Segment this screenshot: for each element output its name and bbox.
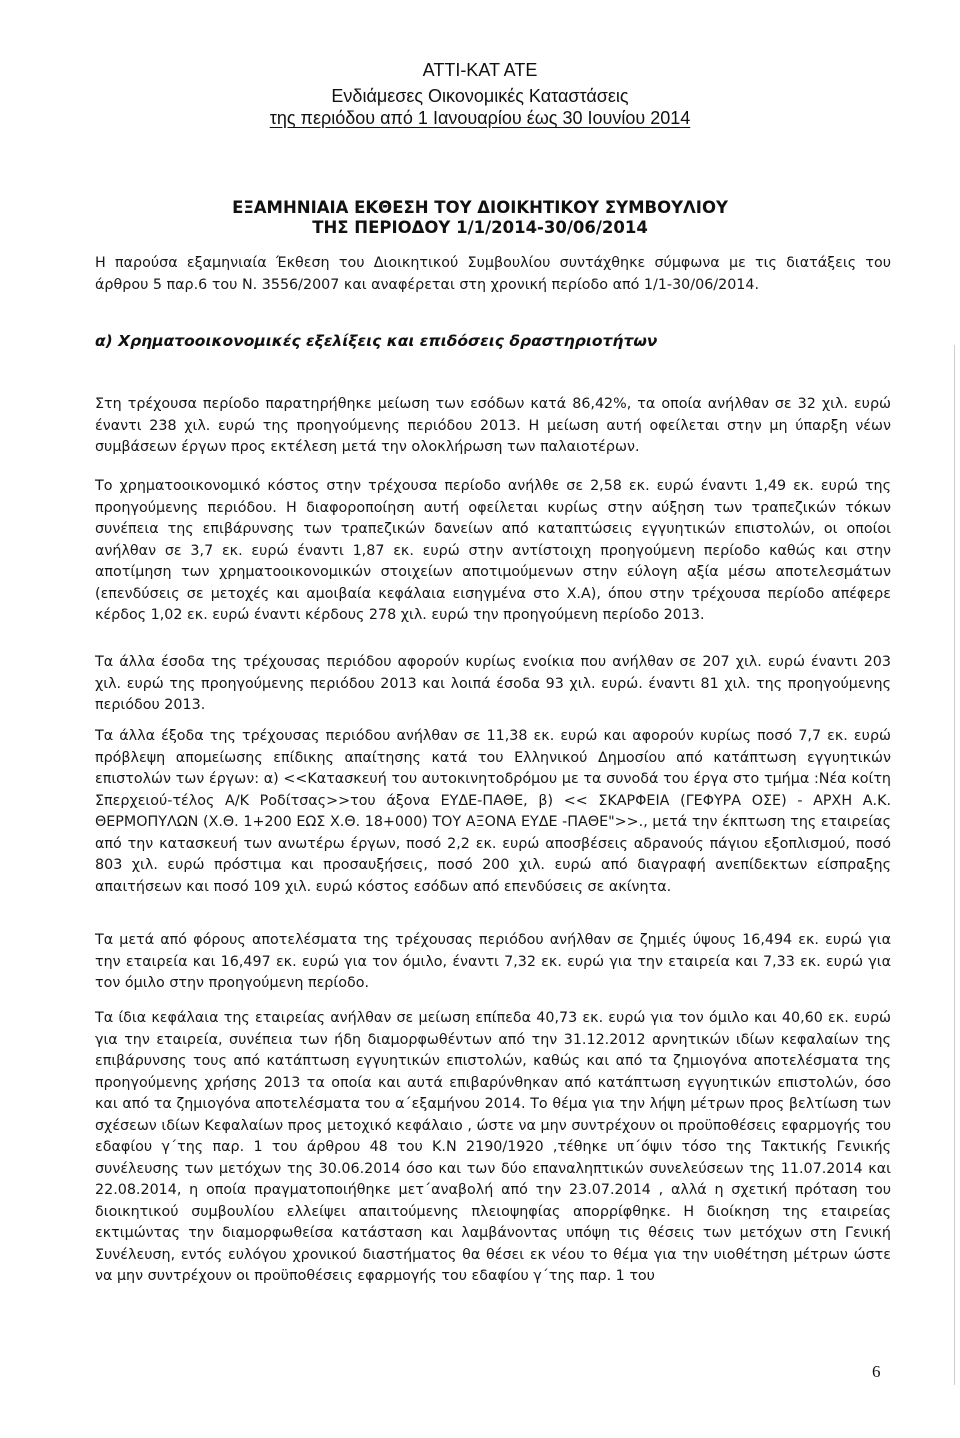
page-number: 6 (872, 1362, 881, 1381)
paragraph-financial-cost: Το χρηματοοικονομικό κόστος στην τρέχουσα περίοδο ανήλθε σε 2,58 εκ. ευρώ έναντι 1,49 εκ. ευρώ της προηγούμενης περιόδου. Η διαφοροποίηση αυτή οφείλεται κυρίως στην αύξηση των τραπεζικών τόκων συνέπεια της επιβάρυνσης των τραπεζικών δανείων από καταπτώσεις εγγυητικών επιστολών, οι οποίοι ανήλθαν σε 3,7 εκ. ευρώ έναντι 1,87 εκ. ευρώ στην αντίστοιχη προηγούμενη περίοδο καθώς και στην αποτίμηση των χρηματοοικονομικών στοιχείων αποτιμούμενων στην εύλογη αξία μέσω αποτελεσμάτων (επενδύσεις σε μετοχές και αμοιβαία κεφάλαια εισηγμένα στο Χ.Α), όπου στην τρέχουσα περίοδο απέφερε κέρδος 1,02 εκ. ευρώ έναντι κέρδους 278 χιλ. ευρώ την προηγούμενη περίοδο 2013. (95, 478, 891, 623)
section-a-heading: α) Χρηματοοικονομικές εξελίξεις και επιδόσεις δραστηριοτήτων (95, 332, 658, 350)
scan-edge-line (954, 345, 955, 1385)
report-title-line1: ΕΞΑΜΗΝΙΑΙΑ ΕΚΘΕΣΗ ΤΟΥ ΔΙΟΙΚΗΤΙΚΟΥ ΣΥΜΒΟΥΛΙΟΥ (232, 198, 728, 217)
company-name: ΑΤΤΙ-ΚΑΤ ΑΤΕ (422, 60, 538, 80)
paragraph-equity: Τα ίδια κεφάλαια της εταιρείας ανήλθαν σε μείωση επίπεδα 40,73 εκ. ευρώ για τον όμιλο και 40,60 εκ. ευρώ για την εταιρεία, συνέπεια των ήδη διαμορφωθέντων από την 31.12.2012 αρνητικών ιδίων κεφαλαίων της επιβάρυνσης τους από κατάπτωση εγγυητικών επιστολών, καθώς και από τα ζημιογόνα αποτελέσματα της προηγούμενης χρήσης 2013 τα οποία και αυτά επιβαρύνθηκαν από κατάπτωση εγγυητικών επιστολών, όσο και από τα ζημιογόνα αποτελέσματα του α΄εξαμήνου 2014. Το θέμα για την λήψη μέτρων προς βελτίωση των σχέσεων ιδίων Κεφαλαίων προς μετοχικό κεφάλαιο , ώστε να μην συντρέχουν οι προϋποθέσεις εφαρμογής του εδαφίου γ΄της παρ. 1 του άρθρου 48 του Κ.Ν 2190/1920 ,τέθηκε υπ΄όψιν τόσο της Τακτικής Γενικής συνέλευσης των μετόχων της 30.06.2014 όσο και των δύο επαναληπτικών συνελεύσεων της 11.07.2014 και 22.08.2014, η οποία πραγματοποιήθηκε μετ΄αναβολή από την 23.07.2014 , αλλά η σχετική πρόταση του διοικητικού συμβουλίου ελλείψει απαιτούμενης πλειοψηφίας απορρίφθηκε. Η διοίκηση της εταιρείας εκτιμώντας την διαμορφωθείσα κατάσταση και λαμβάνοντας υπόψη τις θέσεις των μετόχων στη Γενική Συνέλευση, εντός ευλόγου χρονικού διαστήματος θα θέσει εκ νέου το θέμα για την υιοθέτηση μέτρων ώστε να μην συντρέχουν οι προϋποθέσεις εφαρμογής του εδαφίου γ΄της παρ. 1 του (95, 1010, 891, 1284)
statements-period: της περιόδου από 1 Ιανουαρίου έως 30 Ιουνίου 2014 (269, 108, 691, 128)
paragraph-revenue: Στη τρέχουσα περίοδο παρατηρήθηκε μείωση των εσόδων κατά 86,42%, τα οποία ανήλθαν σε 32 χιλ. ευρώ έναντι 238 χιλ. ευρώ της προηγούμενης περιόδου 2013. Η μείωση αυτή οφείλεται στην μη ύπαρξη νέων συμβάσεων έργων προς εκτέλεση μετά την ολοκλήρωση των παλαιοτέρων. (95, 396, 891, 455)
paragraph-other-income: Τα άλλα έσοδα της τρέχουσας περιόδου αφορούν κυρίως ενοίκια που ανήλθαν σε 207 χιλ. ευρώ έναντι 203 χιλ. ευρώ της προηγούμενης περιόδου 2013 και λοιπά έσοδα 93 χιλ. ευρώ. έναντι 81 χιλ. της προηγούμενης περιόδου 2013. (95, 654, 891, 713)
paragraph-results: Τα μετά από φόρους αποτελέσματα της τρέχουσας περιόδου ανήλθαν σε ζημιές ύψους 16,494 εκ. ευρώ για την εταιρεία και 16,497 εκ. ευρώ για τον όμιλο, έναντι 7,32 εκ. ευρώ για την εταιρεία και 7,33 εκ. ευρώ για τον όμιλο στην προηγούμενη περίοδο. (95, 932, 891, 991)
intro-paragraph: Η παρούσα εξαμηνιαία Έκθεση του Διοικητικού Συμβουλίου συντάχθηκε σύμφωνα με τις διατάξεις του άρθρου 5 παρ.6 του Ν. 3556/2007 και αναφέρεται στη χρονική περίοδο από 1/1-30/06/2014. (95, 255, 891, 293)
paragraph-other-expenses: Τα άλλα έξοδα της τρέχουσας περιόδου ανήλθαν σε 11,38 εκ. ευρώ και αφορούν κυρίως ποσό 7,7 εκ. ευρώ πρόβλεψη απομείωσης επίδικης απαίτησης κατά του Ελληνικού Δημοσίου από κατάπτωση εγγυητικών επιστολών των έργων: α) <<Κατασκευή του αυτοκινητοδρόμου με τα συνοδά του έργα στο τμήμα :Νέα κοίτη Σπερχειού-τέλος Α/Κ Ροδίτσας>>του άξονα ΕΥΔΕ-ΠΑΘΕ, β) << ΣΚΑΡΦΕΙΑ (ΓΕΦΥΡΑ ΟΣΕ) - ΑΡΧΗ Α.Κ. ΘΕΡΜΟΠΥΛΩΝ (Χ.Θ. 1+200 ΕΩΣ Χ.Θ. 18+000) ΤΟΥ ΑΞΟΝΑ ΕΥΔΕ -ΠΑΘΕ">>., μετά την έκπτωση της εταιρείας από την κατασκευή των ανωτέρω έργων, ποσό 2,2 εκ. ευρώ αποσβέσεις αδρανούς πάγιου εξοπλισμού, ποσό 803 χιλ. ευρώ πρόστιμα και προσαυξήσεις, ποσό 200 χιλ. ευρώ από διαγραφή ανεπίδεκτων είσπραξης απαιτήσεων και ποσό 109 χιλ. ευρώ κόστος εσόδων από επενδύσεις σε ακίνητα. (95, 728, 891, 895)
statements-title: Ενδιάμεσες Οικονομικές Καταστάσεις (331, 86, 629, 106)
report-title-line2: ΤΗΣ ΠΕΡΙΟΔΟΥ 1/1/2014-30/06/2014 (312, 218, 648, 237)
